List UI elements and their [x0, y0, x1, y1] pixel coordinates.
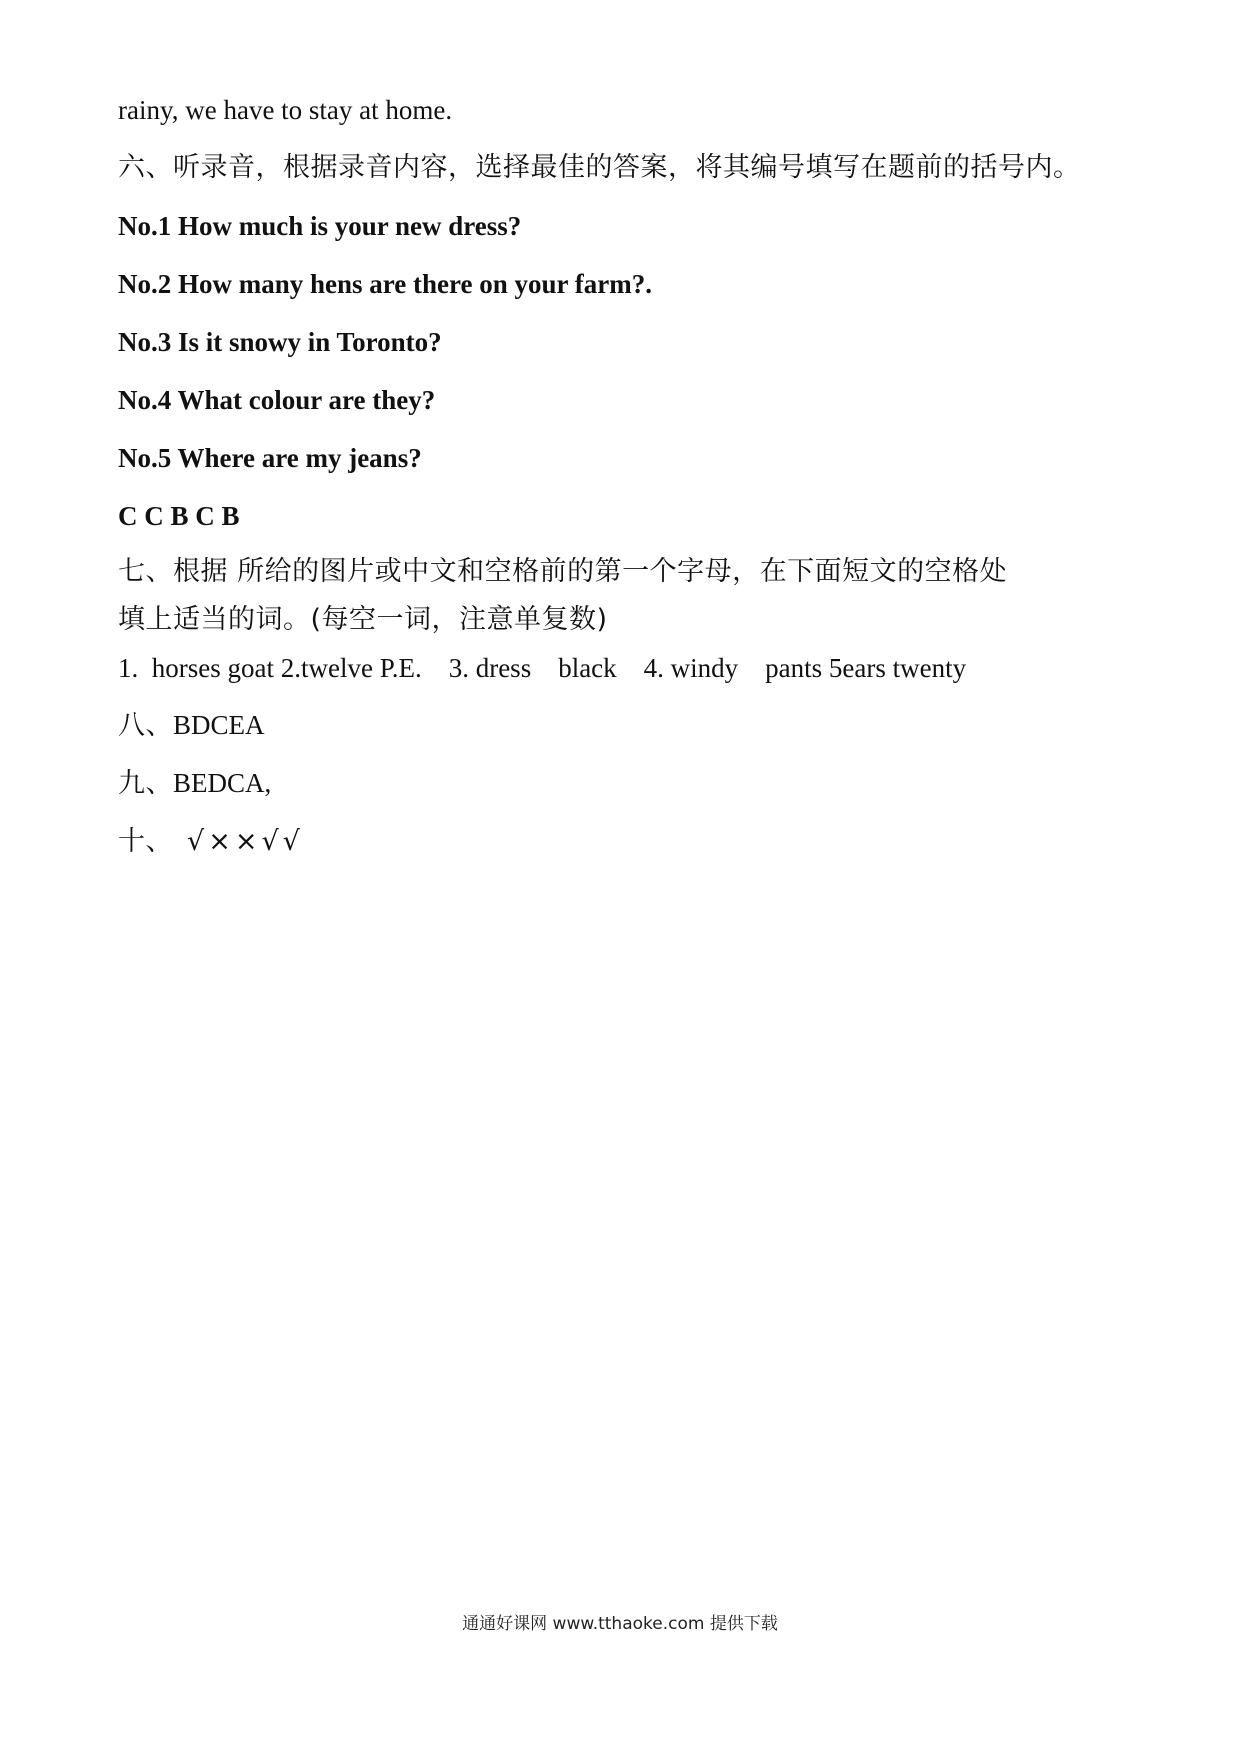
- question-4: No.4 What colour are they?: [118, 385, 436, 415]
- section-seven-answers: 1. horses goat 2.twelve P.E. 3. dress black 4. windy pants 5ears twenty: [118, 653, 967, 683]
- section-ten-prefix: 十、: [118, 826, 173, 857]
- section-ten: [118, 828, 1130, 855]
- question-1: No.1 How much is your new dress?: [118, 211, 522, 241]
- section-eight: [118, 712, 1130, 739]
- question-5: No.5 Where are my jeans?: [118, 443, 422, 473]
- section-eight-answer: BDCEA: [173, 710, 265, 740]
- section-nine-prefix: 九、: [118, 768, 173, 799]
- section-six-answers: C C B C B: [118, 501, 240, 531]
- section-seven-heading-line-2: 填上适当的词。(每空一词，注意单复数): [118, 604, 608, 635]
- question-2: No.2 How many hens are there on your farm?.: [118, 269, 652, 299]
- section-seven-heading-line-1: 七、根据 所给的图片或中文和空格前的第一个字母，在下面短文的空格处: [118, 556, 1008, 587]
- section-six-heading: 六、听录音，根据录音内容，选择最佳的答案，将其编号填写在题前的括号内。: [118, 152, 1081, 183]
- paragraph-continuation: rainy, we have to stay at home.: [118, 95, 453, 125]
- section-eight-prefix: 八、: [118, 710, 173, 741]
- section-nine: [118, 770, 1130, 797]
- page-footer: 通通好课网 www.tthaoke.com 提供下载: [462, 1614, 778, 1634]
- section-ten-answer: √××√√: [187, 826, 304, 857]
- section-nine-answer: BEDCA,: [173, 768, 272, 798]
- question-3: No.3 Is it snowy in Toronto?: [118, 327, 442, 357]
